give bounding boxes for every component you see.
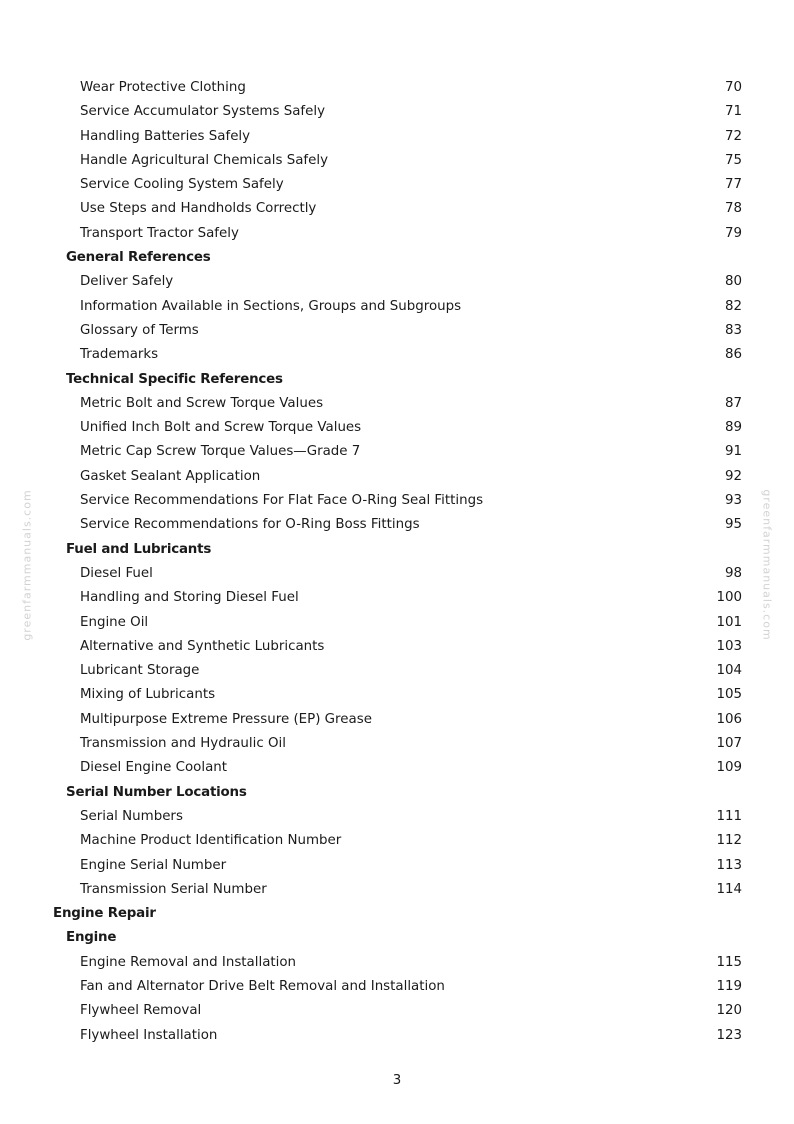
toc-entry[interactable] — [0, 76, 794, 100]
toc-entry-title: Transmission and Hydraulic Oil — [80, 736, 286, 752]
toc-entry-page-number: 115 — [716, 954, 742, 970]
toc-entry-page-number: 109 — [716, 760, 742, 776]
page-number: 3 — [392, 1073, 402, 1088]
toc-entry-title: Engine — [66, 930, 117, 946]
toc-entry[interactable] — [0, 416, 794, 440]
toc-section-heading — [0, 902, 794, 926]
toc-entry[interactable] — [0, 708, 794, 732]
toc-entry-page-number: 119 — [716, 978, 742, 994]
toc-entry-title: Lubricant Storage — [80, 663, 200, 679]
toc-entry-title: Service Accumulator Systems Safely — [80, 104, 326, 120]
toc-entry-title: Technical Specific References — [66, 371, 283, 387]
toc-entry-title: Flywheel Removal — [80, 1003, 202, 1019]
toc-entry-title: Engine Removal and Installation — [80, 954, 297, 970]
toc-entry-page-number: 93 — [724, 493, 742, 509]
toc-section-heading — [0, 781, 794, 805]
toc-entry-title: Service Cooling System Safely — [80, 177, 284, 193]
toc-entry-page-number: 101 — [716, 614, 742, 630]
toc-entry-title: Wear Protective Clothing — [80, 80, 246, 95]
toc-entry[interactable] — [0, 343, 794, 367]
toc-entry[interactable] — [0, 683, 794, 707]
toc-entry-page-number: 120 — [716, 1003, 742, 1019]
toc-entry-title: Deliver Safely — [80, 274, 174, 290]
toc-entry-page-number: 78 — [724, 201, 742, 217]
toc-entry-page-number: 111 — [716, 808, 742, 824]
toc-entry-page-number: 86 — [724, 347, 742, 363]
toc-entry[interactable] — [0, 586, 794, 610]
toc-entry[interactable] — [0, 270, 794, 294]
toc-entry-title: Metric Cap Screw Torque Values—Grade 7 — [80, 444, 361, 460]
toc-entry-page-number: 104 — [716, 663, 742, 679]
toc-entry-title: Engine Serial Number — [80, 857, 227, 873]
toc-entry-title: Multipurpose Extreme Pressure (EP) Grease — [80, 711, 372, 727]
toc-entry[interactable] — [0, 829, 794, 853]
toc-entry[interactable] — [0, 562, 794, 586]
toc-entry-page-number: 92 — [724, 468, 742, 484]
toc-entry[interactable] — [0, 611, 794, 635]
toc-entry-title: Handle Agricultural Chemicals Safely — [80, 152, 329, 168]
toc-entry-title: Metric Bolt and Screw Torque Values — [80, 395, 324, 411]
toc-entry-title: Information Available in Sections, Groups and Subgroups — [80, 298, 462, 314]
toc-entry-title: Handling and Storing Diesel Fuel — [80, 590, 299, 606]
toc-entry-title: Mixing of Lubricants — [80, 687, 216, 703]
toc-entry-page-number: 79 — [724, 225, 742, 241]
toc-entry-page-number: 91 — [724, 444, 742, 460]
toc-entry-title: Handling Batteries Safely — [80, 128, 251, 144]
toc-entry[interactable] — [0, 465, 794, 489]
toc-entry-title: Flywheel Installation — [80, 1027, 218, 1043]
toc-entry[interactable] — [0, 125, 794, 149]
toc-entry-title: Engine Repair — [53, 906, 156, 922]
toc-entry-title: Trademarks — [80, 347, 159, 363]
watermark-right: greenfarmmanuals.com — [760, 489, 774, 641]
toc-entry[interactable] — [0, 951, 794, 975]
toc-entry-title: Diesel Engine Coolant — [80, 760, 228, 776]
toc-entry[interactable] — [0, 319, 794, 343]
toc-entry[interactable] — [0, 173, 794, 197]
toc-entry-page-number: 106 — [716, 711, 742, 727]
toc-entry-page-number: 70 — [724, 80, 742, 95]
toc-section-heading — [0, 538, 794, 562]
toc-entry[interactable] — [0, 489, 794, 513]
toc-entry-title: Transmission Serial Number — [80, 881, 267, 897]
toc-entry-title: Use Steps and Handholds Correctly — [80, 201, 317, 217]
toc-entry[interactable] — [0, 659, 794, 683]
toc-entry-page-number: 95 — [724, 517, 742, 533]
toc-entry-page-number: 103 — [716, 638, 742, 654]
toc-entry-title: General References — [66, 250, 211, 266]
toc-entry[interactable] — [0, 999, 794, 1023]
toc-entry-page-number: 82 — [724, 298, 742, 314]
toc-entry-page-number: 112 — [716, 833, 742, 849]
toc-entry-page-number: 77 — [724, 177, 742, 193]
toc-entry[interactable] — [0, 100, 794, 124]
toc-entry-title: Service Recommendations for O-Ring Boss Fittings — [80, 517, 420, 533]
toc-entry[interactable] — [0, 197, 794, 221]
toc-entry[interactable] — [0, 975, 794, 999]
toc-entry-title: Fan and Alternator Drive Belt Removal and Installation — [80, 978, 445, 994]
toc-entry-page-number: 80 — [724, 274, 742, 290]
toc-entry-title: Glossary of Terms — [80, 322, 199, 338]
toc-entry[interactable] — [0, 440, 794, 464]
toc-entry[interactable] — [0, 732, 794, 756]
toc-entry-title: Transport Tractor Safely — [80, 225, 239, 241]
toc-entry[interactable] — [0, 392, 794, 416]
toc-entry[interactable] — [0, 149, 794, 173]
toc-entry[interactable] — [0, 878, 794, 902]
toc-entry-page-number: 100 — [716, 590, 742, 606]
toc-entry-page-number: 72 — [724, 128, 742, 144]
toc-entry-page-number: 123 — [716, 1027, 742, 1043]
toc-entry-page-number: 113 — [716, 857, 742, 873]
toc-entry-page-number: 114 — [716, 881, 742, 897]
toc-entry-page-number: 98 — [724, 565, 742, 581]
toc-entry-title: Serial Numbers — [80, 808, 183, 824]
toc-entry[interactable] — [0, 756, 794, 780]
toc-entry[interactable] — [0, 295, 794, 319]
toc-entry[interactable] — [0, 222, 794, 246]
toc-entry-page-number: 75 — [724, 152, 742, 168]
toc-entry-title: Alternative and Synthetic Lubricants — [80, 638, 325, 654]
toc-entry[interactable] — [0, 805, 794, 829]
toc-entry[interactable] — [0, 1024, 794, 1048]
toc-section-heading — [0, 246, 794, 270]
toc-entry-title: Machine Product Identification Number — [80, 833, 342, 849]
toc-entry-page-number: 89 — [724, 420, 742, 436]
toc-entry-title: Fuel and Lubricants — [66, 541, 212, 557]
toc-entry-page-number: 87 — [724, 395, 742, 411]
toc-entry-title: Unified Inch Bolt and Screw Torque Values — [80, 420, 362, 436]
toc-entry-page-number: 105 — [716, 687, 742, 703]
toc-entry-title: Diesel Fuel — [80, 565, 153, 581]
toc-entry[interactable] — [0, 513, 794, 537]
toc-entry-title: Engine Oil — [80, 614, 149, 630]
toc-entry-title: Gasket Sealant Application — [80, 468, 261, 484]
toc-entry-title: Service Recommendations For Flat Face O-Ring Seal Fittings — [80, 493, 484, 509]
toc-entry-page-number: 71 — [724, 104, 742, 120]
toc-entry[interactable] — [0, 854, 794, 878]
toc-entry[interactable] — [0, 635, 794, 659]
table-of-contents — [0, 76, 794, 1048]
toc-entry-title: Serial Number Locations — [66, 784, 247, 800]
toc-section-heading — [0, 926, 794, 950]
toc-entry-page-number: 83 — [724, 322, 742, 338]
toc-entry-page-number: 107 — [716, 736, 742, 752]
watermark-left: greenfarmmanuals.com — [20, 489, 34, 641]
toc-section-heading — [0, 368, 794, 392]
